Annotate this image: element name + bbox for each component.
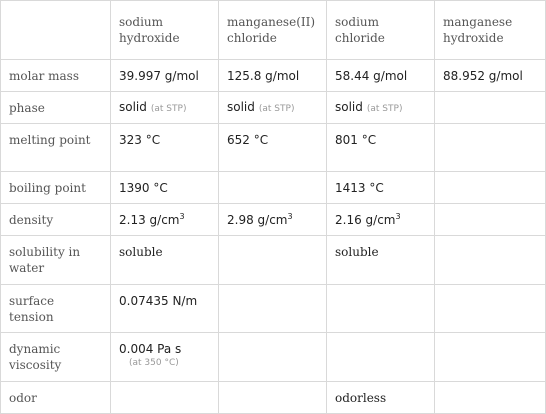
row-density xyxy=(1,204,546,236)
column-header-manganese-ii-chloride: manganese(II) chloride xyxy=(219,1,327,60)
cell-value: soluble xyxy=(327,236,435,285)
cell-value: 801 °C xyxy=(327,124,435,172)
row-surface-tension xyxy=(1,285,546,333)
density-value: 2.16 g/cm xyxy=(335,212,396,227)
phase-value: solid xyxy=(119,99,147,114)
cell-value: 39.997 g/mol xyxy=(111,60,219,92)
density-value: 2.13 g/cm xyxy=(119,212,180,227)
row-label: dynamic viscosity xyxy=(1,333,111,382)
cell-value xyxy=(219,333,327,382)
row-dynamic-viscosity xyxy=(1,333,546,382)
condition-note: (at STP) xyxy=(258,103,295,114)
condition-note: (at 350 °C) xyxy=(129,358,179,368)
cell-value: 88.952 g/mol xyxy=(435,60,546,92)
row-molar-mass xyxy=(1,60,546,92)
row-label: solubility in water xyxy=(1,236,111,285)
phase-value: solid xyxy=(335,99,363,114)
cell-value xyxy=(435,172,546,204)
cell-value xyxy=(327,333,435,382)
cell-value xyxy=(111,92,219,124)
cell-value xyxy=(435,236,546,285)
cell-value xyxy=(111,333,219,382)
phase-value: solid xyxy=(227,99,255,114)
row-label: melting point xyxy=(1,124,111,172)
row-solubility xyxy=(1,236,546,285)
cell-value xyxy=(219,236,327,285)
cell-value xyxy=(327,204,435,236)
cell-value xyxy=(435,92,546,124)
row-label: odor xyxy=(1,382,111,414)
unit-exponent: 3 xyxy=(287,211,293,221)
cell-value xyxy=(435,204,546,236)
column-header-manganese-hydroxide: manganese hydroxide xyxy=(435,1,546,60)
cell-value: odorless xyxy=(327,382,435,414)
row-label: boiling point xyxy=(1,172,111,204)
cell-value xyxy=(219,172,327,204)
header-row xyxy=(1,1,546,60)
row-melting-point xyxy=(1,124,546,172)
unit-exponent: 3 xyxy=(179,211,185,221)
cell-value: 1390 °C xyxy=(111,172,219,204)
cell-value: 0.07435 N/m xyxy=(111,285,219,333)
column-header-sodium-chloride: sodium chloride xyxy=(327,1,435,60)
condition-note: (at STP) xyxy=(366,103,403,114)
cell-value: 125.8 g/mol xyxy=(219,60,327,92)
cell-value xyxy=(435,285,546,333)
column-header-sodium-hydroxide: sodium hydroxide xyxy=(111,1,219,60)
cell-value: 652 °C xyxy=(219,124,327,172)
row-label: surface tension xyxy=(1,285,111,333)
cell-value xyxy=(111,204,219,236)
corner-cell xyxy=(1,1,111,60)
row-label: molar mass xyxy=(1,60,111,92)
row-phase xyxy=(1,92,546,124)
viscosity-value: 0.004 Pa s xyxy=(119,342,182,356)
cell-value xyxy=(327,92,435,124)
cell-value: 58.44 g/mol xyxy=(327,60,435,92)
condition-note: (at STP) xyxy=(150,103,187,114)
unit-exponent: 3 xyxy=(395,211,401,221)
cell-value: 1413 °C xyxy=(327,172,435,204)
cell-value xyxy=(219,204,327,236)
row-label: density xyxy=(1,204,111,236)
cell-value xyxy=(435,333,546,382)
row-boiling-point xyxy=(1,172,546,204)
cell-value xyxy=(327,285,435,333)
cell-value: soluble xyxy=(111,236,219,285)
cell-value xyxy=(219,92,327,124)
cell-value xyxy=(435,124,546,172)
cell-value xyxy=(219,285,327,333)
cell-value: 323 °C xyxy=(111,124,219,172)
row-label: phase xyxy=(1,92,111,124)
density-value: 2.98 g/cm xyxy=(227,212,288,227)
